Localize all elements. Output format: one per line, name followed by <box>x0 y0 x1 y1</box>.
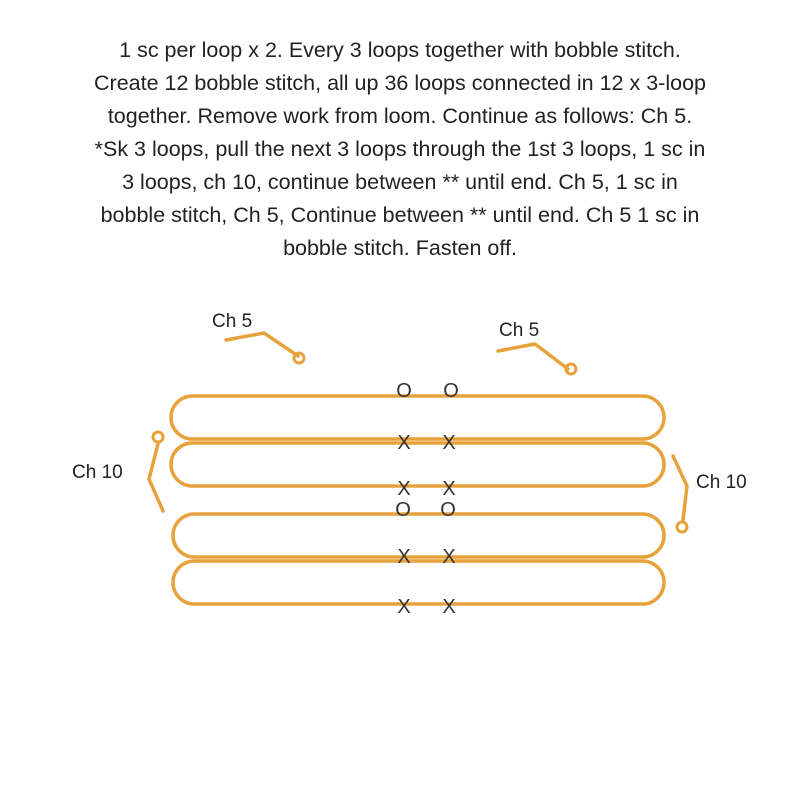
chain-end-ch5-left <box>294 353 304 363</box>
instruction-line: *Sk 3 loops, pull the next 3 loops through the 1st 3 loops, 1 sc in <box>94 137 706 161</box>
chain-ch10-left <box>149 444 163 511</box>
instruction-line: together. Remove work from loom. Continue as follows: Ch 5. <box>107 104 693 128</box>
single-crochet-symbol: X <box>442 596 456 618</box>
chain-ch5-left <box>226 333 298 356</box>
chain-ch5-right <box>498 344 568 369</box>
bobble-stitch-symbol: O <box>395 499 411 521</box>
single-crochet-symbol: X <box>442 432 456 454</box>
loop-row-4 <box>173 561 664 604</box>
bobble-stitch-symbol: O <box>440 499 456 521</box>
loop-row-2 <box>171 443 664 486</box>
chain-end-ch5-right <box>566 364 576 374</box>
label-ch10-left: Ch 10 <box>72 462 123 483</box>
single-crochet-symbol: X <box>397 478 411 500</box>
bobble-stitch-symbol: O <box>443 380 459 402</box>
single-crochet-symbol: X <box>397 432 411 454</box>
single-crochet-symbol: X <box>442 478 456 500</box>
single-crochet-symbol: X <box>442 546 456 568</box>
single-crochet-symbol: X <box>397 596 411 618</box>
chain-ch10-right <box>673 456 687 520</box>
label-ch5-left: Ch 5 <box>212 311 253 332</box>
chain-end-ch10-right <box>677 522 687 532</box>
loop-row-3 <box>173 514 664 557</box>
instruction-line: 3 loops, ch 10, continue between ** until end. Ch 5, 1 sc in <box>122 170 678 194</box>
label-ch10-right: Ch 10 <box>696 472 747 493</box>
label-ch5-right: Ch 5 <box>499 320 540 341</box>
bobble-stitch-symbol: O <box>396 380 412 402</box>
instruction-line: bobble stitch. Fasten off. <box>283 236 517 260</box>
instruction-line: 1 sc per loop x 2. Every 3 loops together with bobble stitch. <box>119 38 681 62</box>
chain-end-ch10-left <box>153 432 163 442</box>
loop-row-1 <box>171 396 664 439</box>
instruction-line: bobble stitch, Ch 5, Continue between ** until end. Ch 5 1 sc in <box>100 203 700 227</box>
instruction-line: Create 12 bobble stitch, all up 36 loops connected in 12 x 3-loop <box>94 71 706 95</box>
single-crochet-symbol: X <box>397 546 411 568</box>
